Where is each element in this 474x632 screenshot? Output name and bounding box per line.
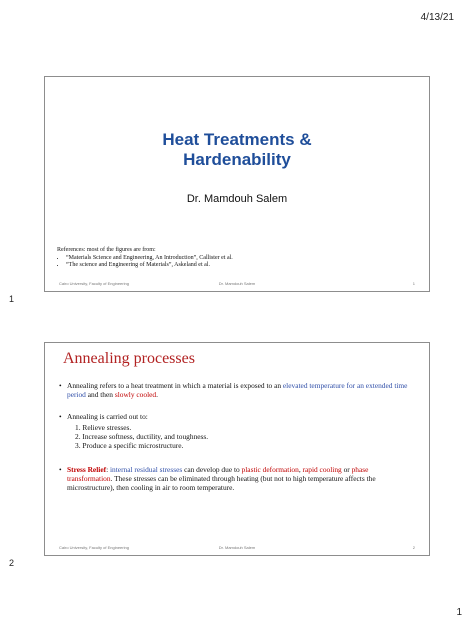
bullet-text: can develop due to bbox=[182, 464, 242, 474]
purpose-item: 1. Relieve stresses. bbox=[75, 422, 132, 432]
bullet-text: : bbox=[106, 464, 110, 474]
page-number: 1 bbox=[456, 607, 462, 618]
purpose-list bbox=[75, 423, 415, 451]
slide-1-references bbox=[57, 247, 419, 270]
highlight-internal-stresses: internal residual stresses bbox=[109, 464, 183, 474]
reference-item: • “The science and Engineering of Materials”, Askeland et al. bbox=[66, 262, 419, 270]
purpose-item: 3. Produce a specific microstructure. bbox=[75, 441, 184, 451]
slide-1-title bbox=[45, 130, 429, 170]
footer-slide-number: 1 bbox=[412, 281, 415, 286]
highlight-slowly-cooled: slowly cooled bbox=[114, 390, 157, 400]
references-intro: References: most of the figures are from: bbox=[57, 247, 156, 253]
references-list bbox=[57, 255, 419, 270]
bullet-text: . These stresses can be eliminated through heating (but not to high temperature affects the microstructure), then cooling in air to room temperature. bbox=[67, 474, 376, 493]
slide-2-footer bbox=[59, 545, 415, 550]
footer-left: Cairo University, Faculty of Engineering bbox=[59, 545, 129, 550]
reference-item: • “Materials Science and Engineering, An Introduction”, Callister et al. bbox=[66, 255, 419, 263]
bullet-text: and then bbox=[85, 390, 115, 400]
slide-1-title-line-1: Heat Treatments & bbox=[162, 130, 312, 149]
slide-1-author: Dr. Mamdouh Salem bbox=[186, 193, 288, 205]
footer-slide-number: 2 bbox=[412, 545, 415, 550]
highlight-phase-transformation: phase transformation bbox=[67, 464, 369, 484]
bullet-stress-relief bbox=[59, 465, 415, 493]
slide-2 bbox=[44, 342, 430, 556]
slide-2-content bbox=[59, 381, 415, 493]
bullet-text: , bbox=[298, 464, 303, 474]
purpose-item: 2. Increase softness, ductility, and toughness. bbox=[75, 432, 209, 442]
footer-left: Cairo University, Faculty of Engineering bbox=[59, 281, 129, 286]
slide-1-number: 1 bbox=[9, 294, 15, 304]
bullet-text: Annealing refers to a heat treatment in which a material is exposed to an bbox=[67, 381, 283, 390]
slide-1-footer bbox=[59, 281, 415, 286]
page-date: 4/13/21 bbox=[420, 12, 454, 23]
bullet-text: . bbox=[156, 390, 158, 400]
slide-1 bbox=[44, 76, 430, 292]
bullet-annealing-purpose: • Annealing is carried out to: bbox=[59, 412, 415, 421]
footer-center: Dr. Mamdouh Salem bbox=[218, 281, 256, 286]
bullet-text: or bbox=[341, 464, 352, 474]
slide-2-number: 2 bbox=[9, 558, 15, 568]
slide-2-title: Annealing processes bbox=[63, 350, 195, 367]
highlight-plastic-deformation: plastic deformation bbox=[241, 464, 299, 474]
stress-relief-label: Stress Relief bbox=[67, 464, 107, 474]
highlight-elevated-temperature: elevated temperature for an extended time period bbox=[67, 381, 408, 400]
highlight-rapid-cooling: rapid cooling bbox=[302, 464, 342, 474]
footer-center: Dr. Mamdouh Salem bbox=[218, 545, 256, 550]
slide-1-title-line-2: Hardenability bbox=[183, 150, 291, 169]
bullet-annealing-definition bbox=[59, 381, 415, 400]
